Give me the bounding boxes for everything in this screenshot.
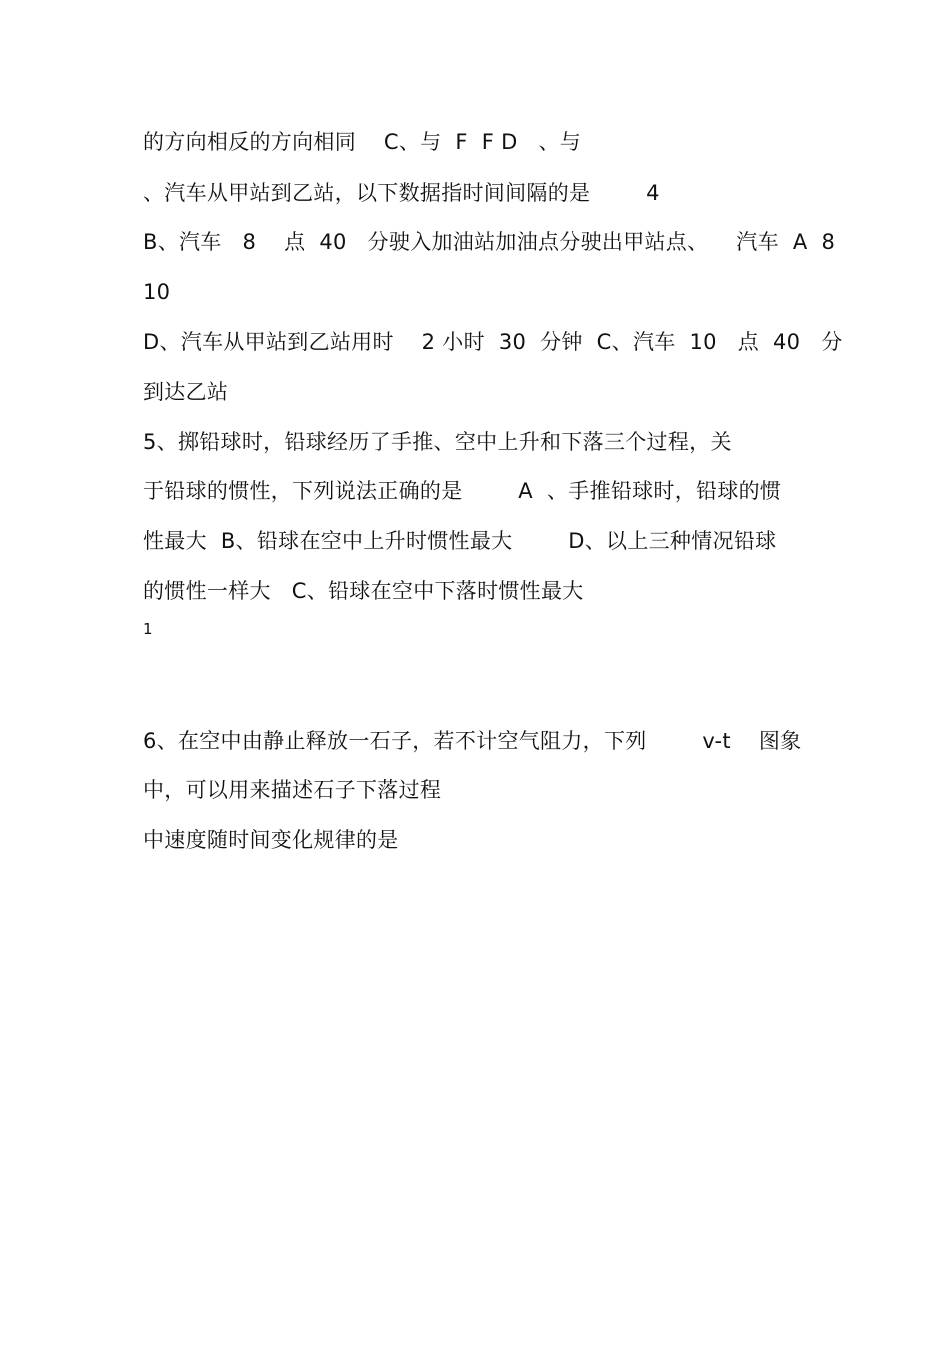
question-6-line-1: 6、在空中由静止释放一石子，若不计空气阻力，下列 v-t 图象 xyxy=(143,729,802,753)
question-6-line-3: 中速度随时间变化规律的是 xyxy=(143,828,399,852)
question-5-line-1: 5、掷铅球时，铅球经历了手推、空中上升和下落三个过程，关 xyxy=(143,430,732,454)
question-5-line-2: 于铅球的惯性，下列说法正确的是 A 、手推铅球时，铅球的惯 xyxy=(143,479,782,503)
text-line-2: 、汽车从甲站到乙站，以下数据指时间间隔的是 4 xyxy=(143,181,660,205)
text-line-6: 到达乙站 xyxy=(143,380,229,404)
text-line-5: D、汽车从甲站到乙站用时 2 小时 30 分钟 C、汽车 10 点 40 分 xyxy=(143,330,843,354)
text-line-4: 10 xyxy=(143,280,171,304)
page-number: 1 xyxy=(143,620,153,638)
question-5-line-3: 性最大 B、铅球在空中上升时惯性最大 D、以上三种情况铅球 xyxy=(143,529,777,553)
text-line-3: B、汽车 8 点 40 分驶入加油站加油点分驶出甲站点、 汽车 A 8 xyxy=(143,230,836,254)
question-5-line-4: 的惯性一样大 C、铅球在空中下落时惯性最大 xyxy=(143,579,584,603)
text-line-1: 的方向相反的方向相同 C、与 F F D 、与 xyxy=(143,130,582,154)
question-6-line-2: 中，可以用来描述石子下落过程 xyxy=(143,778,442,802)
